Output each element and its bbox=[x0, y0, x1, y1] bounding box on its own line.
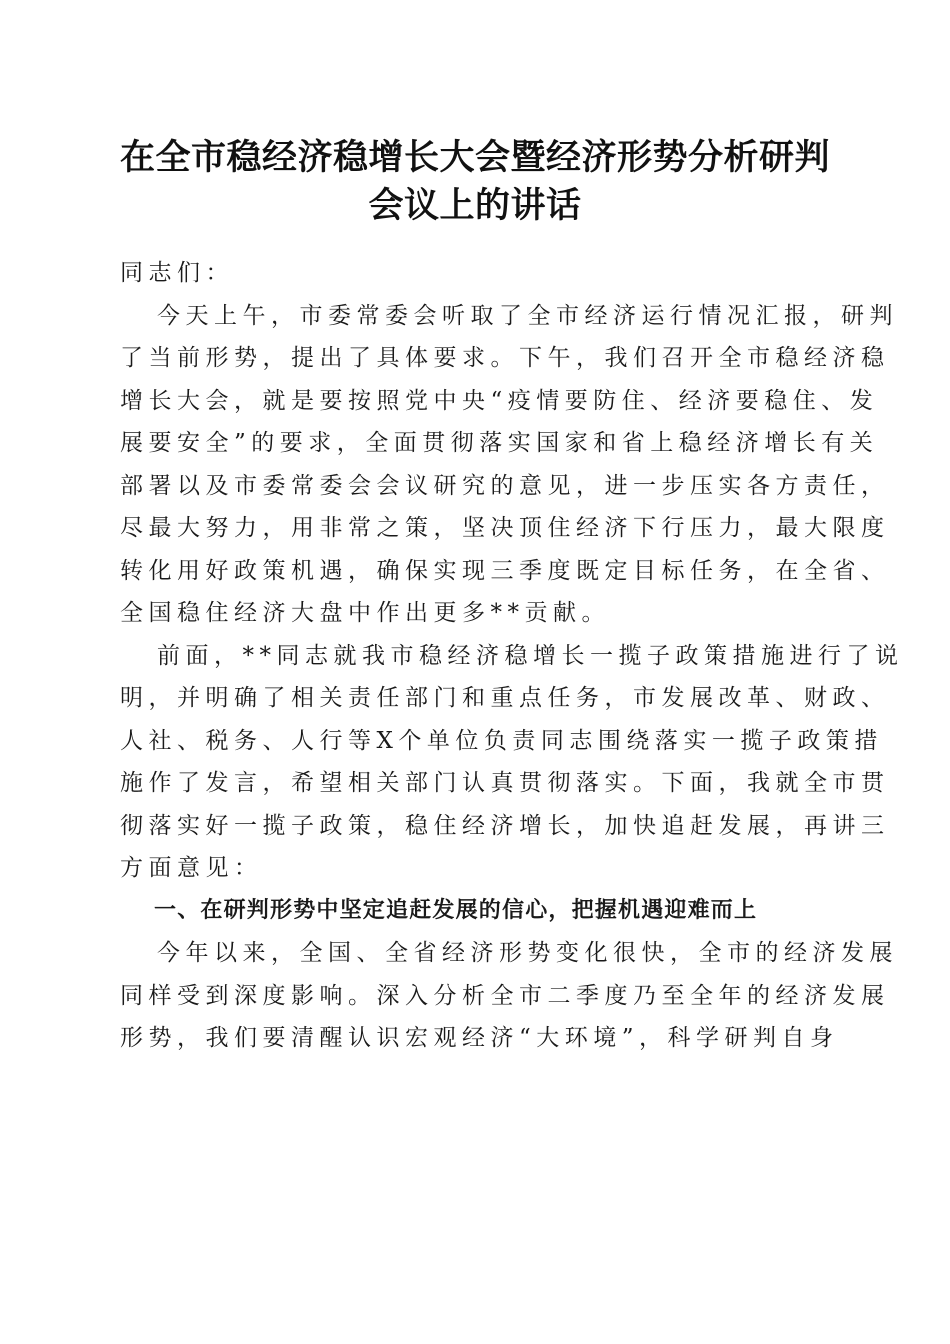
paragraph-2-line: 明，并明确了相关责任部门和重点任务，市发展改革、财政、 bbox=[120, 685, 890, 711]
section-heading-1: 一、在研判形势中坚定追赶发展的信心，把握机遇迎难而上 bbox=[154, 897, 758, 923]
paragraph-2-line: 前面，**同志就我市稳经济稳增长一揽子政策措施进行了说 bbox=[157, 642, 904, 669]
paragraph-3 bbox=[120, 932, 898, 1060]
paragraph-2-line: 人社、税务、人行等X个单位负责同志围绕落实一揽子政策措 bbox=[120, 727, 883, 754]
title-line-2: 会议上的讲话 bbox=[368, 186, 582, 226]
paragraph-1-line: 增长大会，就是要按照党中央“疫情要防住、经济要稳住、发 bbox=[120, 387, 879, 414]
paragraph-1-line: 全国稳住经济大盘中作出更多**贡献。 bbox=[120, 600, 610, 626]
paragraph-1-line: 转化用好政策机遇，确保实现三季度既定目标任务，在全省、 bbox=[120, 557, 890, 584]
paragraph-2-line: 施作了发言，希望相关部门认真贯彻落实。下面，我就全市贯 bbox=[120, 770, 890, 796]
paragraph-1-line: 了当前形势，提出了具体要求。下午，我们召开全市稳经济稳 bbox=[120, 345, 890, 371]
greeting: 同志们： bbox=[120, 260, 234, 286]
paragraph-3-line: 形势，我们要清醒认识宏观经济“大环境”，科学研判自身 bbox=[120, 1025, 839, 1051]
paragraph-2-line: 彻落实好一揽子政策，稳住经济增长，加快追赶发展，再讲三 bbox=[120, 812, 890, 839]
document-body bbox=[120, 252, 904, 1060]
document-title bbox=[100, 134, 850, 230]
paragraph-1 bbox=[120, 295, 898, 635]
title-line-1: 在全市稳经济稳增长大会暨经济形势分析研判 bbox=[119, 138, 830, 178]
paragraph-1-line: 部署以及市委常委会会议研究的意见，进一步压实各方责任， bbox=[120, 472, 890, 499]
paragraph-1-line: 尽最大努力，用非常之策，坚决顶住经济下行压力，最大限度 bbox=[120, 515, 890, 541]
paragraph-3-line: 今年以来，全国、全省经济形势变化很快，全市的经济发展 bbox=[157, 940, 898, 966]
paragraph-1-line: 展要安全”的要求，全面贯彻落实国家和省上稳经济增长有关 bbox=[120, 430, 879, 456]
paragraph-2 bbox=[120, 635, 904, 890]
paragraph-3-line: 同样受到深度影响。深入分析全市二季度乃至全年的经济发展 bbox=[120, 982, 890, 1009]
paragraph-2-line: 方面意见： bbox=[120, 855, 263, 881]
paragraph-1-line: 今天上午，市委常委会听取了全市经济运行情况汇报，研判 bbox=[157, 302, 898, 329]
